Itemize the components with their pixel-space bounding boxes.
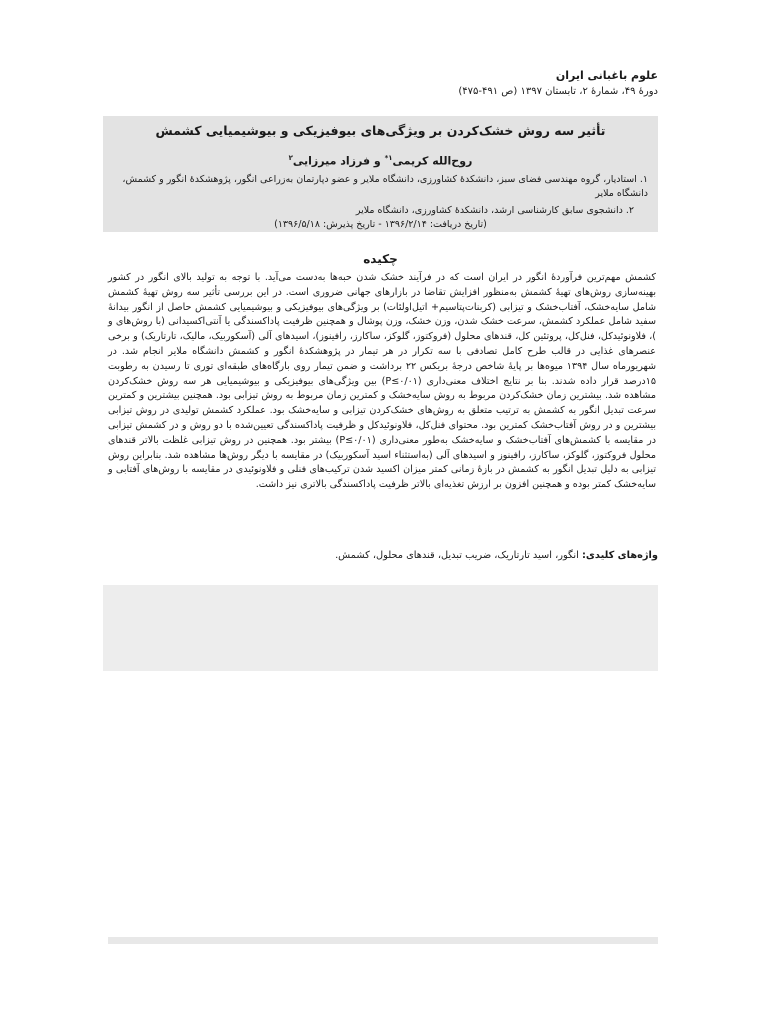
journal-name: علوم باغبانی ایران <box>555 69 658 82</box>
blank-panel <box>103 585 658 671</box>
footer-bar <box>108 937 658 944</box>
paper-title: تأثیر سه روش خشک‌کردن بر ویژگی‌های بیوفیزیکی و بیوشیمیایی کشمش <box>155 123 606 138</box>
author-connector: و <box>373 154 381 168</box>
title-block <box>103 116 658 232</box>
journal-issue: دورهٔ ۴۹، شمارهٔ ۲، تابستان ۱۳۹۷ (ص ۴۹۱-۴۷۵) <box>458 86 658 97</box>
received-accepted-dates: (تاریخ دریافت: ۱۳۹۶/۲/۱۴ - تاریخ پذیرش: ۱۳۹۶/۵/۱۸) <box>274 218 487 230</box>
keywords-text: انگور، اسید تارتاریک، ضریب تبدیل، قندهای محلول، کشمش. <box>335 550 579 561</box>
journal-header <box>258 68 658 100</box>
abstract-text: کشمش مهم‌ترین فرآوردهٔ انگور در ایران است که در فرآیند خشک شدن حبه‌ها به‌دست می‌آید. با توجه به تولید بالای انگور در کشور بهینه‌سازی روش‌های تهیهٔ کشمش به‌منظور افزایش تقاضا در بازارهای جهانی ضروری است. در این بررسی تأثیر سه روش تهیهٔ کشمش شامل سایه‌خشک، آفتاب‌خشک و تیزابی (کربنات‌پتاسیم+ اتیل‌اولئات) بر ویژگی‌های بیوفیزیکی و بیوشیمیایی کشمش حاصل از انگور بیدانهٔ سفید شامل عملکرد کشمش، سرعت خشک شدن، وزن خشک، وزن پوشال و همچنین ظرفیت پاداکسندگی یا آنتی‌اکسیدانی (با روش‌های و )، فلاونوئیدکل، فنل‌کل، پروتئین کل، قندهای محلول (فروکتوز، گلوکز، ساکارز، رافینوز)، اسیدهای آلی (آسکوربیک، مالیک، تارتاریک) و برخی عنصرهای غذایی در قالب طرح کامل تصادفی با سه تکرار در هر تیمار در پژوهشکدهٔ انگور و کشمش دانشگاه ملایر انجام شد. در شهریورماه سال ۱۳۹۴ میوه‌ها بر پایهٔ شاخص درجهٔ بریکس ۲۲ برداشت و ضمن تیمار روی بارگاه‌های طبقه‌ای توری تا رسیدن به رطوبت ۱۵درصد قرار داده شدند. بنا بر نتایج اختلاف معنی‌داری (P≤۰/۰۱) بین ویژگی‌های بیوفیزیکی و بیوشیمیایی هر سه روش خشک‌کردن مشاهده شد. بیشترین زمان خشک‌کردن مربوط به روش سایه‌خشک و کمترین زمان مربوط به روش تیزابی بود. همچنین بیشترین و کمترین سرعت تبدیل انگور به کشمش به ترتیب متعلق به روش‌های خشک‌کردن تیزابی و سایه‌خشک بود. عملکرد کشمش تولیدی در روش تیزابی بیشترین و در روش آفتاب‌خشک کمترین بود. محتوای فنل‌کل، فلاونوئیدکل و ظرفیت پاداکسندگی تعیین‌شده با دو روش و در کشمش تیزابی در مقایسه با کشمش‌های آفتاب‌خشک و سایه‌خشک به‌طور معنی‌داری (P≤۰/۰۱) بیشتر بود. همچنین در روش تیزابی غلظت بالاتر قندهای محلول فروکتوز، گلوکز، ساکارز، رافینوز و اسیدهای آلی (به‌استثناء اسید آسکوربیک) در مقایسه با دیگر روش‌ها مشاهده شد. بنابراین روش تیزابی به دلیل تبدیل انگور به کشمش در بازهٔ زمانی کمتر میزان اکسید شدن ترکیب‌های فنلی و فلاونوئیدی در مقایسه با روش‌های آفتابی و سایه‌خشک کمتر بوده و همچنین افزون بر ارزش تغذیه‌ای بالاتر ظرفیت پاداکسندگی بالاتری نیز داشت. <box>108 272 657 491</box>
author-list <box>113 150 648 170</box>
author-1: روح‌الله کریمی <box>392 154 473 168</box>
abstract-heading: چکیده <box>363 252 398 266</box>
author-2-mark: ۲ <box>288 154 293 162</box>
author-1-mark: ۱* <box>384 154 393 162</box>
author-2: فرزاد میرزایی <box>292 154 371 168</box>
affiliation-1: ۱. استادیار، گروه مهندسی فضای سبز، دانشکدهٔ کشاورزی، دانشگاه ملایر و عضو دپارتمان به‌زراعی انگور، پژوهشکدهٔ انگور و کشمش، دانشگاه ملایر <box>122 173 648 199</box>
keywords-label: واژه‌های کلیدی: <box>582 550 658 561</box>
keywords-line <box>108 549 658 563</box>
affiliation-2: ۲. دانشجوی سابق کارشناسی ارشد، دانشکدهٔ کشاورزی، دانشگاه ملایر <box>355 204 634 216</box>
